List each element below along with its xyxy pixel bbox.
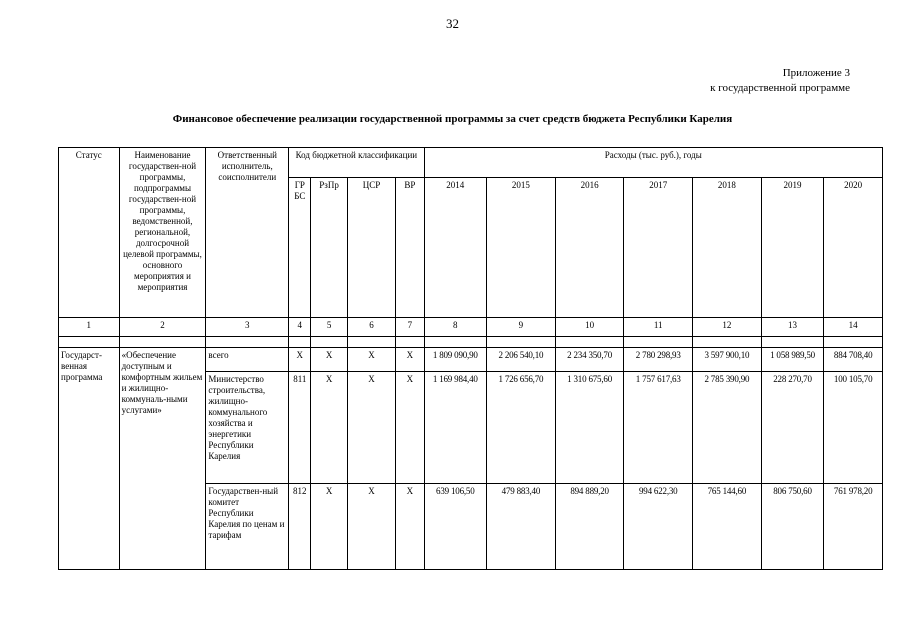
header-year: 2020 — [824, 178, 883, 318]
vr-cell: Х — [396, 348, 424, 372]
expense-cell: 639 106,50 — [424, 484, 487, 570]
expense-cell: 100 105,70 — [824, 372, 883, 484]
column-number: 6 — [347, 318, 395, 337]
column-number: 8 — [424, 318, 487, 337]
expense-cell: 761 978,20 — [824, 484, 883, 570]
expense-cell: 1 809 090,90 — [424, 348, 487, 372]
program-name-cell: «Обеспечение доступным и комфортным жильем и жилищно-коммуналь-ными услугами» — [119, 348, 206, 570]
column-number: 5 — [311, 318, 347, 337]
header-grbs: ГР БС — [289, 178, 311, 318]
responsible-cell: Министерство строительства, жилищно-коммунального хозяйства и энергетики Республики Карелия — [206, 372, 289, 484]
document-title: Финансовое обеспечение реализации государственной программы за счет средств бюджета Республики Карелия — [172, 113, 733, 125]
header-year: 2014 — [424, 178, 487, 318]
grbs-cell: 811 — [289, 372, 311, 484]
grbs-cell: Х — [289, 348, 311, 372]
header-year: 2017 — [624, 178, 693, 318]
header-name: Наименование государствен-ной программы, подпрограммы государствен-ной программы, ведомственной, региональной, долгосрочной целевой программы, основного мероприятия и мероприятия — [119, 148, 206, 318]
expense-cell: 1 757 617,63 — [624, 372, 693, 484]
table-row — [59, 348, 883, 372]
column-number: 7 — [396, 318, 424, 337]
expense-cell: 894 889,20 — [555, 484, 624, 570]
header-csr: ЦСР — [347, 178, 395, 318]
header-year: 2019 — [761, 178, 824, 318]
column-number: 13 — [761, 318, 824, 337]
expense-cell: 1 169 984,40 — [424, 372, 487, 484]
grbs-cell: 812 — [289, 484, 311, 570]
expense-cell: 2 234 350,70 — [555, 348, 624, 372]
header-vr: ВР — [396, 178, 424, 318]
column-number: 10 — [555, 318, 624, 337]
column-number: 3 — [206, 318, 289, 337]
expense-cell: 1 310 675,60 — [555, 372, 624, 484]
status-cell: Государст-венная программа — [59, 348, 120, 570]
rzpr-cell: Х — [311, 348, 347, 372]
appendix-line-2: к государственной программе — [710, 82, 850, 94]
vr-cell: Х — [396, 484, 424, 570]
rzpr-cell: Х — [311, 372, 347, 484]
appendix-line-1: Приложение 3 — [782, 67, 850, 79]
expense-cell: 1 058 989,50 — [761, 348, 824, 372]
responsible-cell: Государствен-ный комитет Республики Карелия по ценам и тарифам — [206, 484, 289, 570]
spacer-row — [59, 337, 883, 348]
expense-cell: 765 144,60 — [693, 484, 762, 570]
column-number: 2 — [119, 318, 206, 337]
header-rzpr: РзПр — [311, 178, 347, 318]
csr-cell: Х — [347, 484, 395, 570]
column-number: 12 — [693, 318, 762, 337]
rzpr-cell: Х — [311, 484, 347, 570]
csr-cell: Х — [347, 372, 395, 484]
header-budget-code: Код бюджетной классификации — [289, 148, 424, 178]
column-number: 4 — [289, 318, 311, 337]
expense-cell: 3 597 900,10 — [693, 348, 762, 372]
csr-cell: Х — [347, 348, 395, 372]
responsible-cell: всего — [206, 348, 289, 372]
appendix-note — [710, 66, 850, 96]
expense-cell: 479 883,40 — [487, 484, 556, 570]
header-year: 2016 — [555, 178, 624, 318]
expense-cell: 2 206 540,10 — [487, 348, 556, 372]
expense-cell: 2 780 298,93 — [624, 348, 693, 372]
page-number: 32 — [446, 16, 459, 31]
vr-cell: Х — [396, 372, 424, 484]
column-number-row — [59, 318, 883, 337]
column-number: 1 — [59, 318, 120, 337]
header-expenses: Расходы (тыс. руб.), годы — [424, 148, 883, 178]
header-responsible: Ответственный исполнитель, соисполнители — [206, 148, 289, 318]
expense-cell: 2 785 390,90 — [693, 372, 762, 484]
column-number: 11 — [624, 318, 693, 337]
expense-cell: 1 726 656,70 — [487, 372, 556, 484]
column-number: 14 — [824, 318, 883, 337]
header-year: 2015 — [487, 178, 556, 318]
column-number: 9 — [487, 318, 556, 337]
expense-cell: 806 750,60 — [761, 484, 824, 570]
header-status: Статус — [59, 148, 120, 318]
header-year: 2018 — [693, 178, 762, 318]
expense-cell: 884 708,40 — [824, 348, 883, 372]
expense-cell: 994 622,30 — [624, 484, 693, 570]
expense-cell: 228 270,70 — [761, 372, 824, 484]
financing-table — [58, 147, 883, 570]
header-row-1 — [59, 148, 883, 178]
